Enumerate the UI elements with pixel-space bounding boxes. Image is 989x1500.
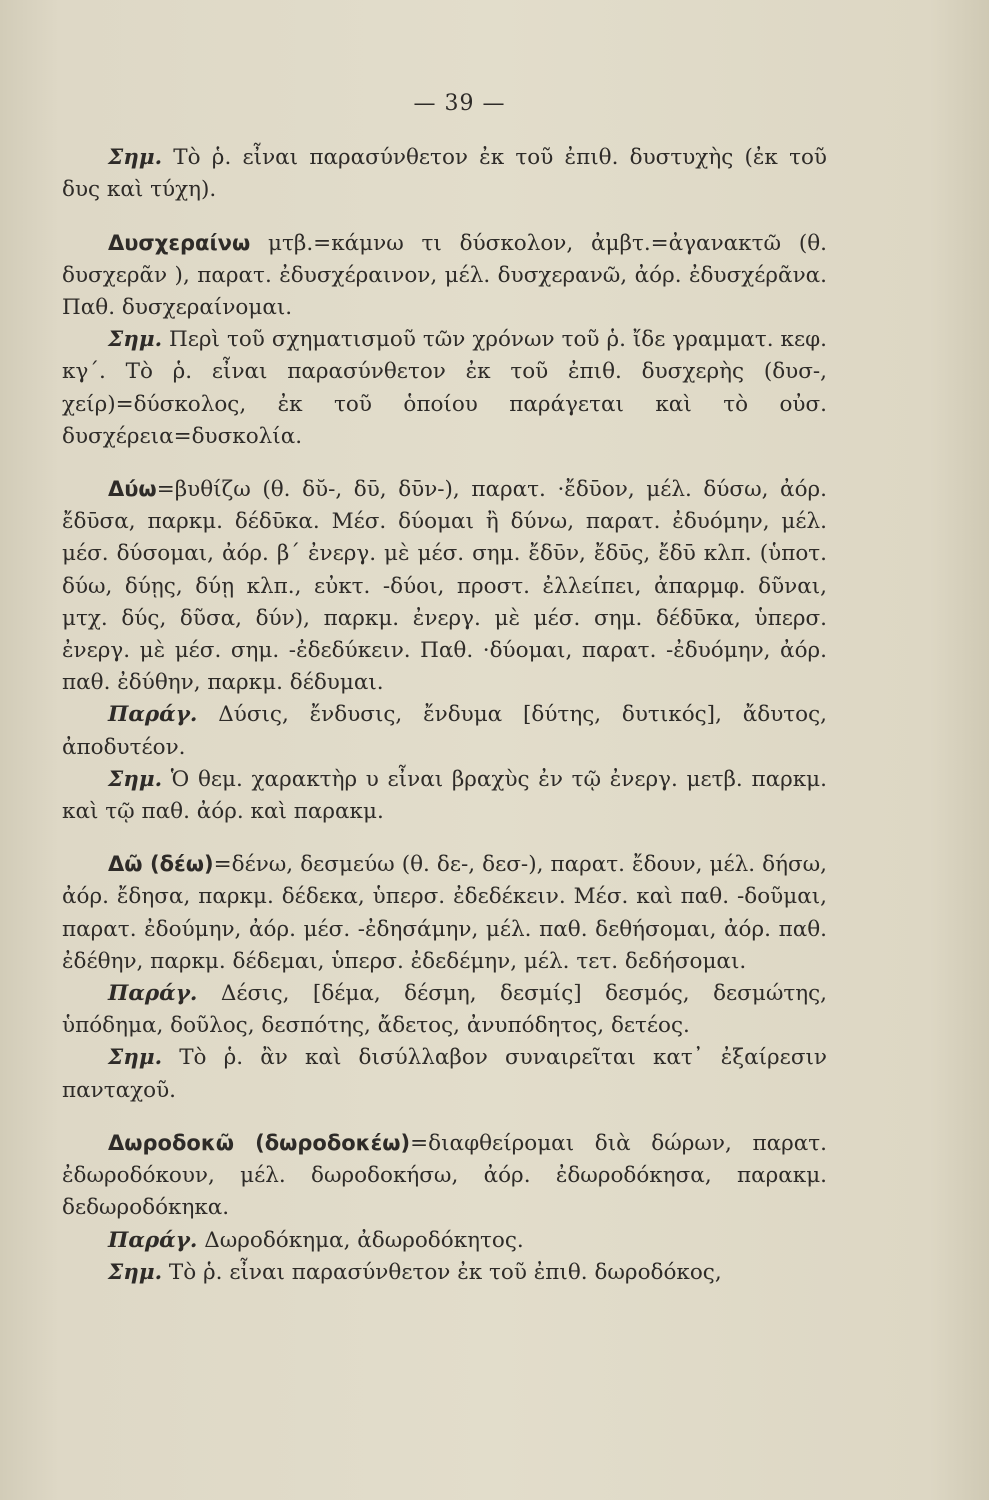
paragraph-text: Τὸ ῥ. εἶναι παρασύνθετον ἐκ τοῦ ἐπιθ. δωροδόκος, bbox=[162, 1259, 722, 1285]
derivatives-label: Παράγ. bbox=[108, 981, 198, 1007]
note-paragraph bbox=[62, 764, 827, 828]
paragraph-text: Δύσις, ἔνδυσις, ἔνδυμα [δύτης, δυτικός], ἄδυτος, ἀποδυτέον. bbox=[62, 702, 827, 760]
dictionary-entry bbox=[62, 473, 827, 828]
dictionary-entry bbox=[62, 142, 827, 206]
paragraph-text: Περὶ τοῦ σχηματισμοῦ τῶν χρόνων τοῦ ῥ. ἴδε γραμματ. κεφ. κγ΄. Τὸ ῥ. εἶναι παρασύνθετον ἐκ τοῦ ἐπιθ. δυσχερὴς (δυσ-, χείρ)=δύσκολος, ἐκ τοῦ ὁποίου παράγεται καὶ τὸ οὐσ. δυσχέρεια=δυσκολία. bbox=[62, 327, 827, 449]
entry-paragraph bbox=[62, 1127, 827, 1225]
note-label: Σημ. bbox=[108, 1259, 163, 1285]
note-label: Σημ. bbox=[108, 766, 163, 792]
paragraph-text: Τὸ ῥ. εἶναι παρασύνθετον ἐκ τοῦ ἐπιθ. δυστυχὴς (ἐκ τοῦ δυς καὶ τύχη). bbox=[62, 145, 827, 203]
derivatives-label: Παράγ. bbox=[108, 1227, 198, 1253]
derivatives-paragraph bbox=[62, 699, 827, 763]
entry-paragraph bbox=[62, 227, 827, 325]
paragraph-text: =διαφθείρομαι διὰ δώρων, παρατ. ἐδωροδόκουν, μέλ. δωροδοκήσω, ἀόρ. ἐδωροδόκησα, παρακμ. δεδωροδόκηκα. bbox=[62, 1130, 827, 1221]
note-paragraph bbox=[62, 324, 827, 453]
derivatives-paragraph bbox=[62, 978, 827, 1042]
entry-paragraph bbox=[62, 473, 827, 699]
paragraph-text: Δέσις, [δέμα, δέσμη, δεσμίς] δεσμός, δεσμώτης, ὑπόδημα, δοῦλος, δεσπότης, ἄδετος, ἀνυπόδητος, δετέος. bbox=[62, 981, 827, 1039]
note-label: Σημ. bbox=[108, 145, 163, 171]
headword: Δύω bbox=[108, 477, 157, 502]
dictionary-entry bbox=[62, 1127, 827, 1289]
entry-paragraph bbox=[62, 848, 827, 978]
note-label: Σημ. bbox=[108, 327, 163, 353]
dictionary-entry bbox=[62, 227, 827, 453]
note-paragraph bbox=[62, 142, 827, 206]
paragraph-text: =δένω, δεσμεύω (θ. δε-, δεσ-), παρατ. ἔδουν, μέλ. δήσω, ἀόρ. ἔδησα, παρκμ. δέδεκα, ὑπερσ. ἐδεδέκειν. Μέσ. καὶ παθ. -δοῦμαι, παρατ. ἐδούμην, ἀόρ. μέσ. -ἐδησάμην, μέλ. παθ. δεθήσομαι, ἀόρ. παθ. ἐδέθην, παρκμ. δέδεμαι, ὑπερσ. ἐδεδέμην, μέλ. τετ. δεδήσομαι. bbox=[62, 852, 827, 974]
note-paragraph bbox=[62, 1257, 827, 1289]
dictionary-entry bbox=[62, 848, 827, 1107]
paragraph-text: Ὁ θεμ. χαρακτὴρ υ εἶναι βραχὺς ἐν τῷ ἐνεργ. μετβ. παρκμ. καὶ τῷ παθ. ἀόρ. καὶ παρακμ. bbox=[62, 766, 827, 825]
page-number: — 39 — bbox=[413, 91, 506, 116]
derivatives-label: Παράγ. bbox=[108, 702, 198, 728]
paragraph-text: =βυθίζω (θ. δῠ-, δῡ, δῡν-), παρατ. ·ἔδῡον, μέλ. δύσω, ἀόρ. ἔδῡσα, παρκμ. δέδῡκα. Μέσ. δύομαι ἢ δύνω, παρατ. ἐδυόμην, μέλ. μέσ. δύσομαι, ἀόρ. β΄ ἐνεργ. μὲ μέσ. σημ. ἔδῡν, ἔδῡς, ἔδῡ κλπ. (ὑποτ. δύω, δύῃς, δύῃ κλπ., εὐκτ. -δύοι, προστ. ἐλλείπει, ἀπαρμφ. δῦναι, μτχ. δύς, δῦσα, δύν), παρκμ. ἐνεργ. μὲ μέσ. σημ. δέδῡκα, ὑπερσ. ἐνεργ. μὲ μέσ. σημ. -ἐδεδύκειν. Παθ. ·δύομαι, παρατ. -ἐδυόμην, ἀόρ. παθ. ἐδύθην, παρκμ. δέδυμαι. bbox=[62, 477, 827, 696]
page-text bbox=[62, 88, 827, 1289]
paragraph-text: μτβ.=κάμνω τι δύσκολον, ἀμβτ.=ἀγανακτῶ (θ. δυσχερᾶν ), παρατ. ἐδυσχέραινον, μέλ. δυσχερανῶ, ἀόρ. ἐδυσχέρᾶνα. Παθ. δυσχεραίνομαι. bbox=[62, 230, 827, 321]
paragraph-text: Δωροδόκημα, ἀδωροδόκητος. bbox=[197, 1227, 524, 1253]
derivatives-paragraph bbox=[62, 1225, 827, 1257]
headword: Δωροδοκῶ (δωροδοκέω) bbox=[108, 1130, 411, 1155]
note-label: Σημ. bbox=[108, 1045, 163, 1071]
note-paragraph bbox=[62, 1042, 827, 1106]
headword: Δῶ (δέω) bbox=[108, 852, 214, 877]
headword: Δυσχεραίνω bbox=[108, 230, 251, 255]
paragraph-text: Τὸ ῥ. ἂν καὶ δισύλλαβον συναιρεῖται κατ᾿ ἐξαίρεσιν πανταχοῦ. bbox=[62, 1045, 827, 1103]
